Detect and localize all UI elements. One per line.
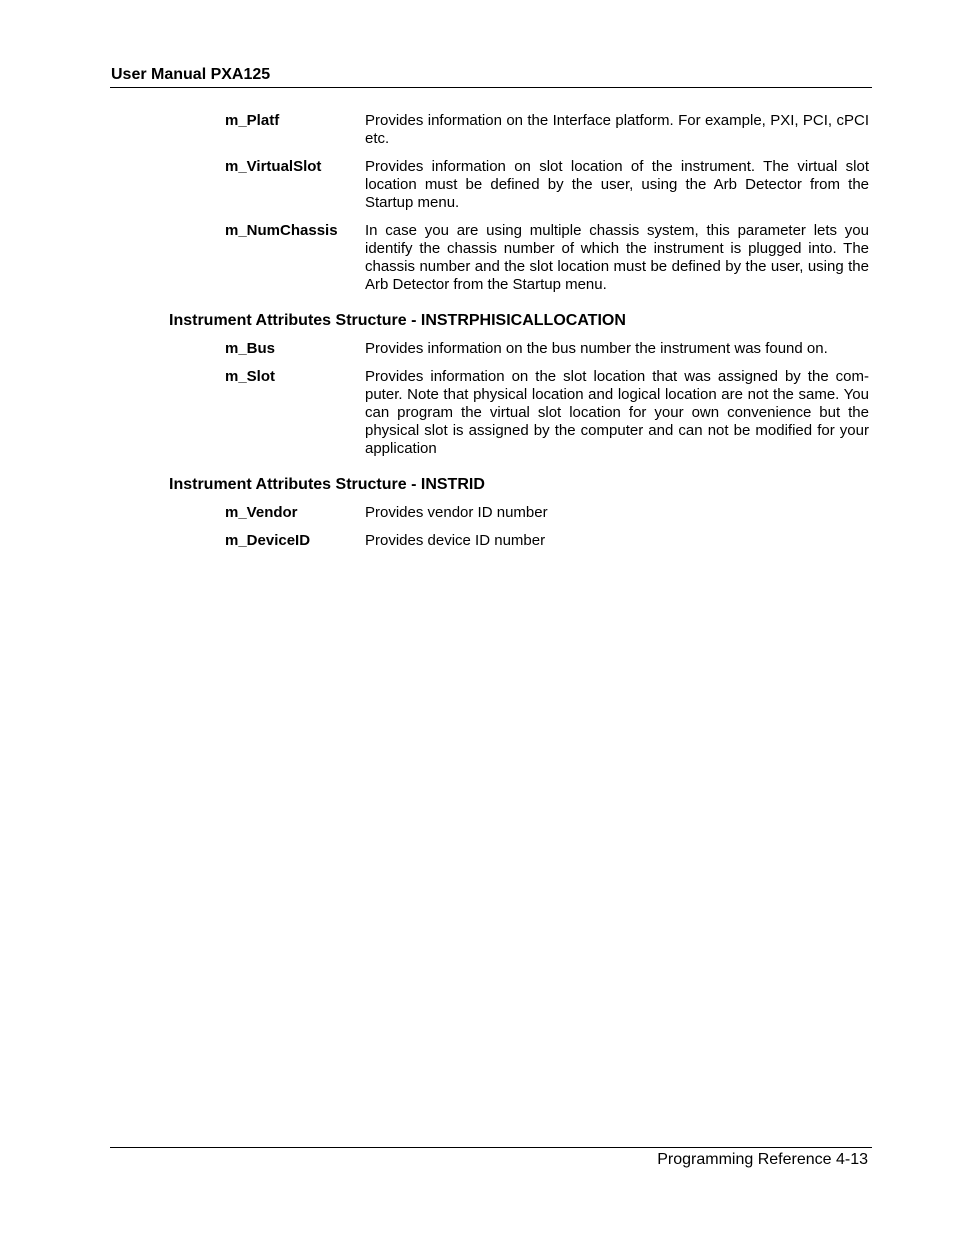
definition-term: m_NumChassis: [225, 222, 338, 239]
page-footer: Programming Reference 4-13: [657, 1151, 868, 1168]
definition-row: [169, 158, 871, 212]
definition-list: [169, 340, 871, 458]
section-heading: Instrument Attributes Structure - INSTRPHISICALLOCATION: [169, 312, 626, 329]
section-instr-id: [169, 476, 871, 550]
document-body: [169, 112, 871, 568]
definition-row: [169, 368, 871, 458]
page-header-title: User Manual PXA125: [111, 66, 271, 83]
definition-term: m_VirtualSlot: [225, 158, 322, 175]
definition-term: m_Vendor: [225, 504, 298, 521]
definition-term: m_Platf: [225, 112, 280, 129]
definition-row: [169, 504, 871, 522]
footer-divider: [110, 1147, 872, 1148]
definition-list: [169, 112, 871, 294]
definition-description: Provides device ID number: [365, 532, 546, 549]
definition-term: m_Slot: [225, 368, 276, 385]
definition-row: [169, 532, 871, 550]
header-divider: [110, 87, 872, 88]
definition-description: Provides information on slot location of the instrument. The virtual slot location must be defined by the user, using the Arb Detector from the Startup menu.: [365, 158, 869, 211]
definition-term: m_Bus: [225, 340, 276, 357]
definition-row: [169, 112, 871, 148]
definition-list: [169, 504, 871, 550]
definition-description: In case you are using multiple chassis system, this parameter lets you identify the chassis number of which the instrument is plugged into. The chassis number and the slot location must be defined by the user, using the Arb Detector from the Startup menu.: [365, 222, 869, 293]
definition-description: Provides information on the Interface platform. For example, PXI, PCI, cPCI etc.: [365, 112, 869, 147]
definition-row: [169, 222, 871, 294]
section-platform-attributes: [169, 112, 871, 294]
definition-description: Provides information on the slot location that was assigned by the com-puter. Note that physical location and logical location are not the same. You can program the virtual slot location for your own convenience but the physical slot is assigned by the computer and can not be modified for your application: [365, 368, 869, 457]
definition-term: m_DeviceID: [225, 532, 311, 549]
definition-description: Provides vendor ID number: [365, 504, 548, 521]
section-physical-location: [169, 312, 871, 458]
definition-row: [169, 340, 871, 358]
definition-description: Provides information on the bus number the instrument was found on.: [365, 340, 828, 357]
section-heading: Instrument Attributes Structure - INSTRID: [169, 476, 485, 493]
